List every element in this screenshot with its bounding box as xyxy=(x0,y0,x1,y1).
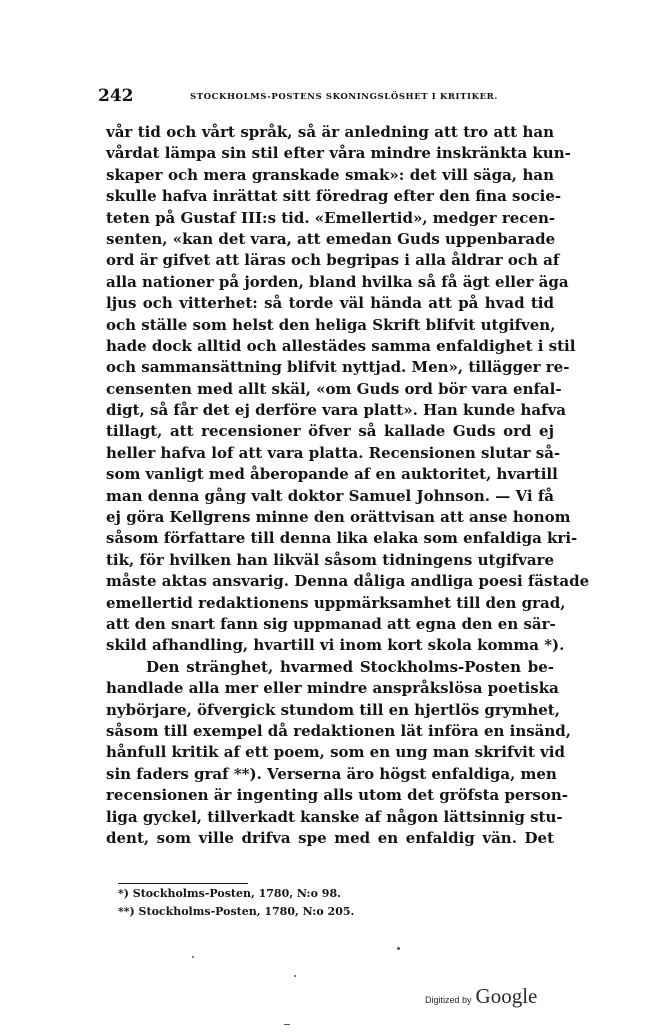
text-line: såsom författare till denna lika elaka som enfaldiga kri- xyxy=(106,529,578,548)
text-line: ord är gifvet att läras och begripas i alla åldrar och af xyxy=(106,251,560,270)
footnotes xyxy=(118,887,354,923)
text-line: vårdat lämpa sin stil efter våra mindre inskränkta kun- xyxy=(106,144,571,163)
text-line: måste aktas ansvarig. Denna dåliga andliga poesi fästade xyxy=(106,572,590,591)
google-logo: Google xyxy=(475,984,538,1008)
ink-speck xyxy=(397,947,400,950)
text-line: emellertid redaktionens uppmärksamhet till den grad, xyxy=(106,593,566,612)
text-line: digt, så får det ej derföre vara platt». Han kunde hafva xyxy=(106,401,567,420)
text-line: vår tid och vårt språk, så är anledning att tro att han xyxy=(106,123,554,141)
text-line: dent, som ville drifva spe med en enfaldig vän. Det xyxy=(106,828,554,847)
text-line: skaper och mera granskade smak»: det vill säga, han xyxy=(106,165,554,184)
text-line: man denna gång valt doktor Samuel Johnson. — Vi få xyxy=(106,486,554,505)
text-line: tillagt, att recensioner öfver så kallade Guds ord ej xyxy=(106,422,554,441)
footnote: *) Stockholms-Posten, 1780, N:o 98. xyxy=(118,887,341,900)
text-line: som vanligt med åberopande af en auktoritet, hvartill xyxy=(106,465,558,484)
text-line: och ställe som helst den heliga Skrift blifvit utgifven, xyxy=(106,315,556,334)
text-line: recensionen är ingenting alls utom det gröfsta person- xyxy=(106,786,568,805)
text-line: såsom till exempel då redaktionen lät införa en insänd, xyxy=(106,721,572,740)
text-line: ljus och vitterhet: så torde väl hända att på hvad tid xyxy=(106,294,554,313)
text-line: liga gyckel, tillverkadt kanske af någon lättsinnig stu- xyxy=(106,807,563,826)
text-line: teten på Gustaf III:s tid. «Emellertid», medger recen- xyxy=(106,208,556,227)
paragraph-start-line: Den stränghet, hvarmed Stockholms-Posten be- xyxy=(146,657,554,676)
text-line: alla nationer på jorden, bland hvilka så få ägt eller äga xyxy=(106,272,569,291)
text-line: hade dock alltid och allestädes samma enfaldighet i stil xyxy=(106,336,576,355)
digitized-by-google-watermark xyxy=(425,984,537,1009)
text-line: sin faders graf **). Verserna äro högst enfaldiga, men xyxy=(106,764,557,783)
running-title: STOCKHOLMS-POSTENS SKONINGSLÖSHET I KRITIKER. xyxy=(190,92,498,102)
text-line: tik, för hvilken han likväl såsom tidningens utgifvare xyxy=(106,550,554,569)
footnote-divider xyxy=(118,883,248,884)
text-line: nybörjare, öfvergick stundom till en hjertlös grymhet, xyxy=(106,700,560,719)
text-line: censenten med allt skäl, «om Guds ord bör vara enfal- xyxy=(106,379,562,398)
paragraph-end-line: skild afhandling, hvartill vi inom kort skola komma *). xyxy=(106,636,565,655)
text-line: handlade alla mer eller mindre anspråkslösa poetiska xyxy=(106,679,559,698)
text-line: att den snart fann sig uppmanad att egna den en sär- xyxy=(106,614,556,633)
ink-speck xyxy=(192,956,194,958)
watermark-prefix: Digitized by xyxy=(425,995,472,1005)
footnote: **) Stockholms-Posten, 1780, N:o 205. xyxy=(118,905,355,918)
ink-speck xyxy=(294,975,296,977)
text-line: ej göra Kellgrens minne den orättvisan att anse honom xyxy=(106,508,571,527)
text-line: och sammansättning blifvit nyttjad. Men», tillägger re- xyxy=(106,358,570,377)
text-line: senten, «kan det vara, att emedan Guds uppenbarade xyxy=(106,229,556,248)
body-text xyxy=(106,122,590,849)
page-number: 242 xyxy=(98,86,134,106)
text-line: heller hafva lof att vara platta. Recensionen slutar så- xyxy=(106,443,561,462)
text-line: skulle hafva inrättat sitt föredrag efter den fina socie- xyxy=(106,187,562,206)
page-header xyxy=(98,86,548,106)
ink-speck xyxy=(284,1024,290,1025)
text-line: hånfull kritik af ett poem, som en ung man skrifvit vid xyxy=(106,743,565,762)
